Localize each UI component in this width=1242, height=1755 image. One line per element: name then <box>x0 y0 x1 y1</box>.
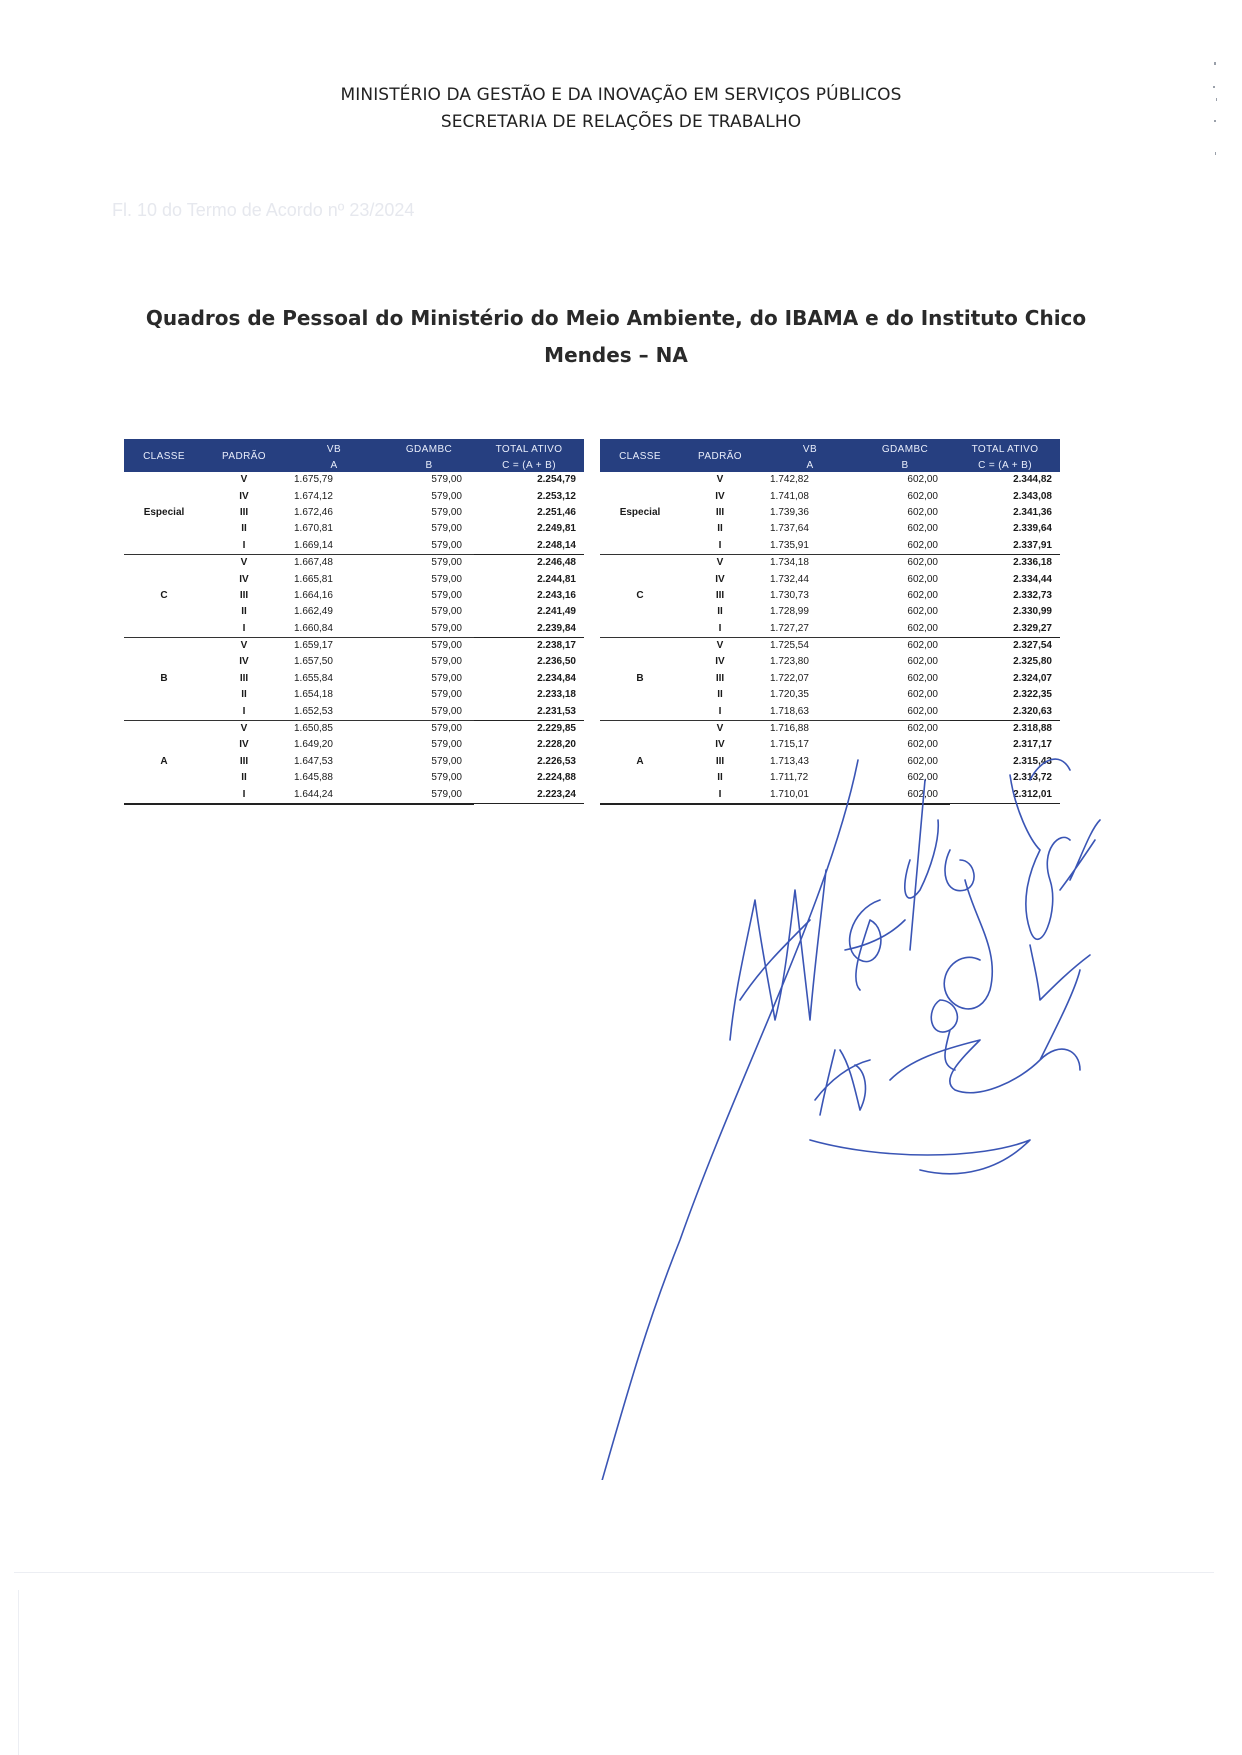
cell-classe: A <box>160 755 168 767</box>
cell-padrao: I <box>680 621 760 638</box>
table-row <box>600 571 1060 587</box>
table-row <box>600 671 1060 687</box>
cell-total: 2.327,54 <box>1013 640 1052 652</box>
table-row <box>600 521 1060 537</box>
table-row <box>124 703 584 720</box>
table-row <box>124 754 584 770</box>
cell-vb: 1.670,81 <box>294 523 333 535</box>
cell-padrao: II <box>241 606 247 618</box>
table-row <box>124 488 584 504</box>
cell-total: 2.343,08 <box>1013 490 1052 502</box>
cell-vb: 1.720,35 <box>770 689 809 701</box>
cell-vb: 1.737,64 <box>770 523 809 535</box>
cell-total: 2.317,17 <box>1013 739 1052 751</box>
cell-total: 2.244,81 <box>537 573 576 585</box>
cell-total: 2.344,82 <box>1013 474 1052 486</box>
cell-total: 2.228,20 <box>537 739 576 751</box>
cell-total: 2.224,88 <box>537 772 576 784</box>
cell-gdambc: 602,00 <box>907 689 938 701</box>
cell-padrao: III <box>239 755 249 767</box>
cell-padrao: V <box>240 474 248 486</box>
cell-padrao: IV <box>715 490 725 502</box>
header-total: TOTAL ATIVO <box>950 439 1060 458</box>
cell-vb: 1.742,82 <box>770 474 809 486</box>
table-row <box>600 621 1060 638</box>
table-row <box>600 703 1060 720</box>
cell-padrao: I <box>204 538 284 555</box>
cell-total: 2.234,84 <box>537 672 576 684</box>
cell-padrao: II <box>241 689 247 701</box>
cell-vb: 1.725,54 <box>770 640 809 652</box>
cell-gdambc: 579,00 <box>431 474 462 486</box>
table-row <box>124 604 584 620</box>
cell-gdambc: 579,00 <box>431 689 462 701</box>
cell-padrao: IV <box>715 656 725 668</box>
cell-vb: 1.727,27 <box>760 621 860 638</box>
cell-vb: 1.660,84 <box>284 621 384 638</box>
cell-gdambc: 602,00 <box>907 573 938 585</box>
ministry-name: MINISTÉRIO DA GESTÃO E DA INOVAÇÃO EM SERVIÇOS PÚBLICOS <box>340 85 902 105</box>
cell-total: 2.337,91 <box>950 538 1060 555</box>
cell-padrao: I <box>680 703 760 720</box>
cell-total: 2.332,73 <box>1013 589 1052 601</box>
cell-gdambc: 579,00 <box>431 656 462 668</box>
header-gdambc-sub: B <box>860 458 950 472</box>
cell-classe <box>600 554 680 571</box>
header-total-sub: C = (A + B) <box>474 458 584 472</box>
cell-gdambc: 579,00 <box>431 772 462 784</box>
cell-vb: 1.650,85 <box>294 723 333 735</box>
cell-padrao: V <box>240 723 248 735</box>
header-total-sub: C = (A + B) <box>950 458 1060 472</box>
cell-gdambc: 579,00 <box>384 621 474 638</box>
table-row <box>124 737 584 753</box>
cell-vb: 1.722,07 <box>770 672 809 684</box>
cell-vb: 1.654,18 <box>294 689 333 701</box>
cell-total: 2.241,49 <box>537 606 576 618</box>
cell-vb: 1.644,24 <box>284 786 384 803</box>
table-row <box>124 720 584 737</box>
header-gdambc-sub: B <box>384 458 474 472</box>
cell-classe <box>124 604 204 620</box>
cell-vb: 1.716,88 <box>770 723 809 735</box>
cell-classe: B <box>160 672 168 684</box>
cell-vb: 1.735,91 <box>760 538 860 555</box>
cell-vb: 1.723,80 <box>770 656 809 668</box>
cell-vb: 1.659,17 <box>294 640 333 652</box>
cell-total: 2.329,27 <box>950 621 1060 638</box>
cell-gdambc: 579,00 <box>384 703 474 720</box>
cell-padrao: III <box>239 589 249 601</box>
cell-gdambc: 579,00 <box>431 723 462 735</box>
cell-vb: 1.665,81 <box>294 573 333 585</box>
cell-padrao: II <box>717 689 723 701</box>
cell-gdambc: 602,00 <box>907 723 938 735</box>
cell-padrao: I <box>204 621 284 638</box>
cell-vb: 1.667,48 <box>294 557 333 569</box>
cell-total: 2.339,64 <box>1013 523 1052 535</box>
cell-total: 2.239,84 <box>474 621 584 638</box>
cell-gdambc: 602,00 <box>907 772 938 784</box>
cell-padrao: III <box>715 589 725 601</box>
cell-gdambc: 602,00 <box>860 621 950 638</box>
cell-classe <box>600 687 680 703</box>
cell-classe <box>600 538 680 555</box>
cell-total: 2.226,53 <box>537 755 576 767</box>
cell-gdambc: 602,00 <box>907 672 938 684</box>
cell-padrao: V <box>716 557 724 569</box>
table-row <box>600 604 1060 620</box>
cell-gdambc: 579,00 <box>431 557 462 569</box>
cell-classe <box>124 637 204 654</box>
cell-total: 2.236,50 <box>537 656 576 668</box>
cell-gdambc: 602,00 <box>907 523 938 535</box>
cell-gdambc: 602,00 <box>907 755 938 767</box>
cell-classe <box>600 703 680 720</box>
cell-classe <box>124 488 204 504</box>
header-total: TOTAL ATIVO <box>474 439 584 458</box>
cell-classe <box>124 571 204 587</box>
cell-padrao: III <box>239 506 249 518</box>
cell-classe <box>600 472 680 488</box>
header-vb-sub: A <box>284 458 384 472</box>
cell-classe <box>124 621 204 638</box>
cell-total: 2.336,18 <box>1013 557 1052 569</box>
document-header <box>0 82 1242 136</box>
secretariat-name: SECRETARIA DE RELAÇÕES DE TRABALHO <box>440 112 802 132</box>
cell-vb: 1.732,44 <box>770 573 809 585</box>
margin-line <box>18 1590 19 1755</box>
header-vb: VB <box>760 439 860 458</box>
cell-gdambc: 602,00 <box>907 506 938 518</box>
header-gdambc: GDAMBC <box>384 439 474 458</box>
cell-padrao: V <box>716 474 724 486</box>
cell-vb: 1.657,50 <box>294 656 333 668</box>
cell-total: 2.248,14 <box>474 538 584 555</box>
document-title: Quadros de Pessoal do Ministério do Meio Ambiente, do IBAMA e do Instituto Chico Mendes – NA <box>145 306 1087 367</box>
cell-gdambc: 579,00 <box>431 589 462 601</box>
cell-total: 2.322,35 <box>1013 689 1052 701</box>
cell-classe <box>124 554 204 571</box>
cell-padrao: I <box>204 703 284 720</box>
cell-total: 2.320,63 <box>950 703 1060 720</box>
cell-classe <box>600 654 680 670</box>
cell-classe <box>600 637 680 654</box>
cell-classe <box>124 703 204 720</box>
cell-gdambc: 579,00 <box>431 490 462 502</box>
cell-total: 2.325,80 <box>1013 656 1052 668</box>
cell-classe <box>600 621 680 638</box>
cell-vb: 1.645,88 <box>294 772 333 784</box>
cell-vb: 1.713,43 <box>770 755 809 767</box>
table-row <box>124 671 584 687</box>
cell-total: 2.334,44 <box>1013 573 1052 585</box>
cell-gdambc: 602,00 <box>907 490 938 502</box>
cell-vb: 1.711,72 <box>770 772 809 784</box>
cell-total: 2.231,53 <box>474 703 584 720</box>
cell-vb: 1.649,20 <box>294 739 333 751</box>
cell-padrao: IV <box>239 490 249 502</box>
cell-vb: 1.730,73 <box>770 589 809 601</box>
cell-padrao: III <box>239 672 249 684</box>
cell-gdambc: 602,00 <box>860 786 950 803</box>
table-row <box>124 654 584 670</box>
cell-gdambc: 602,00 <box>907 589 938 601</box>
cell-padrao: IV <box>239 573 249 585</box>
cell-gdambc: 602,00 <box>860 703 950 720</box>
cell-gdambc: 579,00 <box>431 672 462 684</box>
cell-padrao: I <box>680 538 760 555</box>
cell-total: 2.312,01 <box>950 786 1060 803</box>
cell-vb: 1.728,99 <box>770 606 809 618</box>
cell-gdambc: 602,00 <box>907 640 938 652</box>
table-row <box>124 621 584 638</box>
cell-classe: A <box>636 755 644 767</box>
cell-classe <box>124 786 204 803</box>
cell-classe <box>124 472 204 488</box>
cell-gdambc: 579,00 <box>431 573 462 585</box>
cell-vb: 1.741,08 <box>770 490 809 502</box>
table-row <box>124 770 584 786</box>
cell-total: 2.324,07 <box>1013 672 1052 684</box>
cell-gdambc: 602,00 <box>860 538 950 555</box>
header-vb: VB <box>284 439 384 458</box>
table-row <box>124 588 584 604</box>
table-row <box>124 472 584 488</box>
cell-padrao: V <box>716 723 724 735</box>
cell-padrao: IV <box>715 573 725 585</box>
table-row <box>124 687 584 703</box>
cell-padrao: II <box>717 772 723 784</box>
cell-classe <box>124 654 204 670</box>
table-row <box>600 588 1060 604</box>
cell-gdambc: 579,00 <box>384 538 474 555</box>
cell-vb: 1.669,14 <box>284 538 384 555</box>
header-classe: CLASSE <box>124 439 204 472</box>
header-padrao: PADRÃO <box>204 439 284 472</box>
cell-classe <box>124 737 204 753</box>
cell-padrao: I <box>680 786 760 803</box>
cell-vb: 1.734,18 <box>770 557 809 569</box>
cell-total: 2.313,72 <box>1013 772 1052 784</box>
cell-classe: B <box>636 672 644 684</box>
cell-total: 2.330,99 <box>1013 606 1052 618</box>
cell-total: 2.246,48 <box>537 557 576 569</box>
cell-vb: 1.710,01 <box>760 786 860 803</box>
cell-total: 2.243,16 <box>537 589 576 601</box>
footer-divider <box>14 1572 1214 1573</box>
cell-gdambc: 602,00 <box>907 739 938 751</box>
table-row <box>600 637 1060 654</box>
cell-gdambc: 602,00 <box>907 557 938 569</box>
cell-vb: 1.739,36 <box>770 506 809 518</box>
cell-classe <box>124 521 204 537</box>
faded-page-reference: Fl. 10 do Termo de Acordo nº 23/2024 <box>112 200 415 220</box>
cell-classe: C <box>636 589 644 601</box>
table-row <box>600 687 1060 703</box>
table-row <box>124 571 584 587</box>
scan-edge-marks <box>1208 60 1222 180</box>
cell-padrao: II <box>717 606 723 618</box>
cell-vb: 1.655,84 <box>294 672 333 684</box>
cell-vb: 1.664,16 <box>294 589 333 601</box>
cell-classe <box>124 687 204 703</box>
header-classe: CLASSE <box>600 439 680 472</box>
cell-gdambc: 579,00 <box>431 739 462 751</box>
table-body <box>124 472 584 804</box>
cell-gdambc: 579,00 <box>431 606 462 618</box>
cell-gdambc: 602,00 <box>907 474 938 486</box>
cell-padrao: IV <box>715 739 725 751</box>
table-row <box>600 505 1060 521</box>
table-row <box>124 505 584 521</box>
cell-total: 2.238,17 <box>537 640 576 652</box>
cell-classe <box>124 770 204 786</box>
table-row <box>600 538 1060 555</box>
cell-padrao: II <box>241 772 247 784</box>
cell-total: 2.229,85 <box>537 723 576 735</box>
cell-padrao: I <box>204 786 284 803</box>
table-row <box>124 521 584 537</box>
cell-total: 2.254,79 <box>537 474 576 486</box>
cell-padrao: II <box>717 523 723 535</box>
header-padrao: PADRÃO <box>680 439 760 472</box>
table-row <box>600 472 1060 488</box>
cell-padrao: V <box>240 640 248 652</box>
cell-gdambc: 579,00 <box>431 640 462 652</box>
cell-classe <box>124 538 204 555</box>
cell-gdambc: 579,00 <box>384 786 474 803</box>
cell-gdambc: 602,00 <box>907 656 938 668</box>
header-vb-sub: A <box>760 458 860 472</box>
cell-total: 2.249,81 <box>537 523 576 535</box>
table-row <box>600 654 1060 670</box>
table-row <box>600 554 1060 571</box>
cell-padrao: V <box>240 557 248 569</box>
table-row <box>600 488 1060 504</box>
cell-classe <box>600 571 680 587</box>
cell-padrao: III <box>715 672 725 684</box>
cell-padrao: IV <box>239 656 249 668</box>
cell-vb: 1.647,53 <box>294 755 333 767</box>
cell-gdambc: 579,00 <box>431 755 462 767</box>
cell-classe: Especial <box>619 506 661 518</box>
cell-vb: 1.672,46 <box>294 506 333 518</box>
cell-classe: Especial <box>143 506 185 518</box>
cell-padrao: III <box>715 506 725 518</box>
cell-classe <box>600 488 680 504</box>
cell-gdambc: 602,00 <box>907 606 938 618</box>
cell-vb: 1.652,53 <box>284 703 384 720</box>
salary-table-left <box>124 439 584 805</box>
cell-gdambc: 579,00 <box>431 506 462 518</box>
cell-total: 2.233,18 <box>537 689 576 701</box>
header-gdambc: GDAMBC <box>860 439 950 458</box>
cell-padrao: II <box>241 523 247 535</box>
handwritten-signatures <box>560 720 1220 1480</box>
cell-vb: 1.718,63 <box>760 703 860 720</box>
cell-total: 2.223,24 <box>474 786 584 803</box>
cell-total: 2.315,43 <box>1013 755 1052 767</box>
table-row <box>124 786 584 803</box>
table-row <box>124 538 584 555</box>
cell-padrao: III <box>715 755 725 767</box>
cell-vb: 1.675,79 <box>294 474 333 486</box>
table-row <box>124 554 584 571</box>
cell-vb: 1.674,12 <box>294 490 333 502</box>
cell-padrao: V <box>716 640 724 652</box>
cell-classe <box>600 521 680 537</box>
cell-total: 2.251,46 <box>537 506 576 518</box>
cell-padrao: IV <box>239 739 249 751</box>
cell-total: 2.341,36 <box>1013 506 1052 518</box>
cell-gdambc: 579,00 <box>431 523 462 535</box>
cell-classe: C <box>160 589 168 601</box>
cell-total: 2.318,88 <box>1013 723 1052 735</box>
cell-vb: 1.662,49 <box>294 606 333 618</box>
cell-classe <box>124 720 204 737</box>
cell-classe <box>600 604 680 620</box>
table-row <box>124 637 584 654</box>
cell-vb: 1.715,17 <box>770 739 809 751</box>
cell-total: 2.253,12 <box>537 490 576 502</box>
